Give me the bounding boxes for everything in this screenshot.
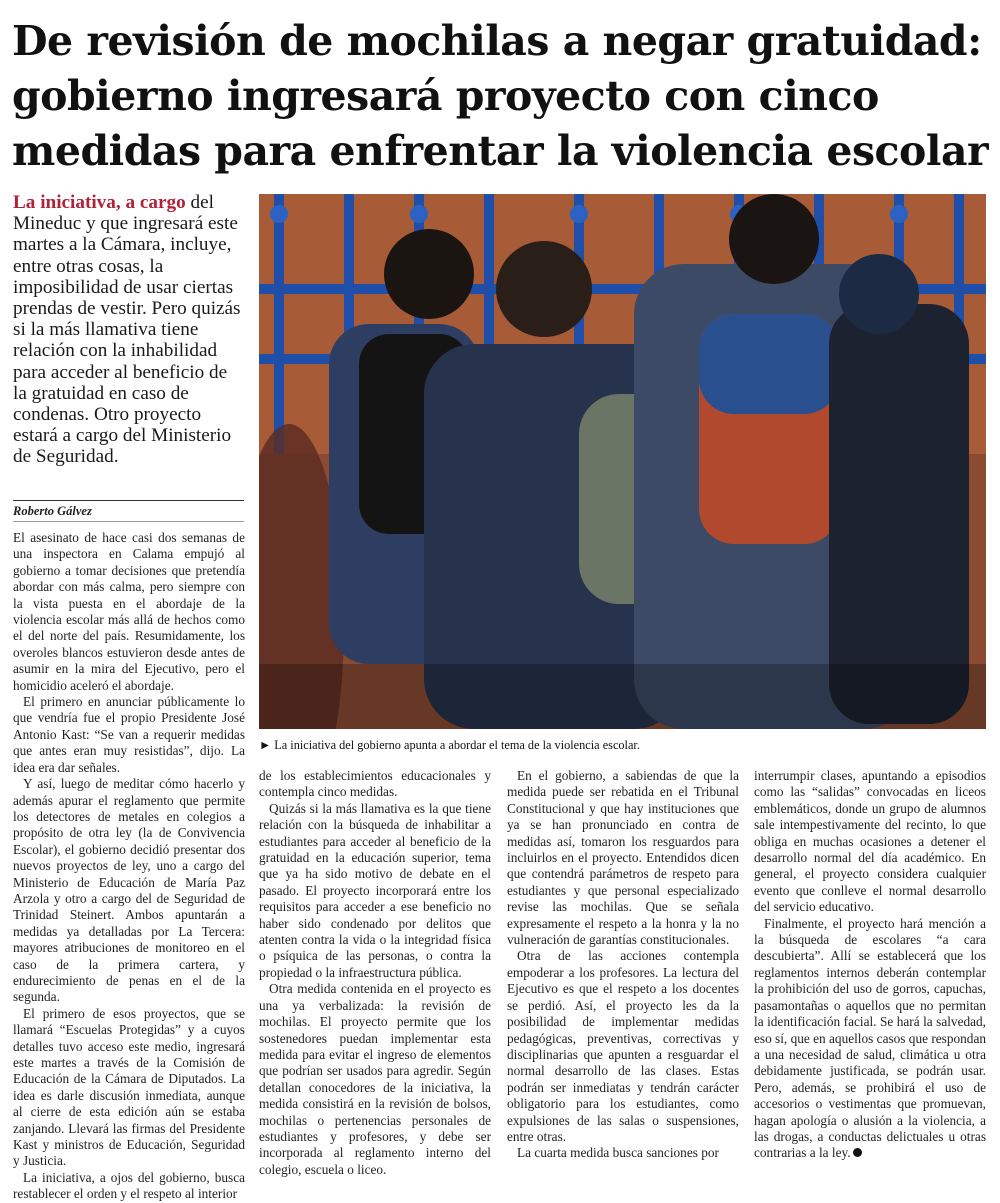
byline-rule-bottom [13, 521, 244, 522]
text-column-4 [754, 768, 986, 1162]
paragraph-final [754, 916, 986, 1162]
text-column-1 [13, 530, 245, 1203]
text-column-2 [259, 768, 491, 1178]
paragraph: interrumpir clases, apuntando a episodios como las “salidas” convocadas en liceos emblemáticos, donde un grupo de alumnos sale intempestivamente del recinto, lo que obliga en muchas ocasiones a detener el desarrollo normal del día académico. En general, el proyecto considera cualquier evento que conlleve el normal desarrollo del servicio educativo. [754, 768, 986, 915]
byline: Roberto Gálvez [13, 504, 92, 518]
byline-rule-top [13, 500, 244, 501]
students-photo-illustration [259, 194, 986, 729]
lede-highlight: La iniciativa, a cargo [13, 192, 186, 213]
paragraph: de los establecimientos educacionales y contempla cinco medidas. [259, 768, 491, 800]
end-of-article-icon [853, 1148, 862, 1157]
headline: De revisión de mochilas a negar gratuidad: gobierno ingresará proyecto con cinco medidas para enfrentar la violencia escolar [12, 17, 989, 175]
paragraph: Otra medida contenida en el proyecto es una ya verbalizada: la revisión de mochilas. El proyecto permite que los sostenedores puedan implementar esta medida para evitar el ingreso de elementos que podrían ser usados para agredir. Según detallan conocedores de la iniciativa, la medida consistirá en la revisión de bolsos, mochilas o pertenencias personales de estudiantes y profesores, y debe ser incorporada al reglamento interno del colegio, escuela o liceo. [259, 981, 491, 1177]
lede-text: del Mineduc y que ingresará este martes a la Cámara, incluye, entre otras cosas, la imposibilidad de usar ciertas prendas de vestir. Pero quizás si la más llamativa tiene relación con la inhabilidad para acceder al beneficio de la gratuidad en caso de condenas. Otro proyecto estará a cargo del Ministerio de Seguridad. [13, 192, 241, 468]
paragraph: Quizás si la más llamativa es la que tiene relación con la búsqueda de inhabilitar a estudiantes para acceder al beneficio de la gratuidad en la educación superior, tema que ya ha sido motivo de debate en el pasado. El proyecto incorporará entre los requisitos para acceder a ese beneficio no haber sido condenado por delitos que atenten contra la vida o la integridad física o psíquica de las personas, o contra la propiedad o la infraestructura pública. [259, 800, 491, 980]
paragraph: La cuarta medida busca sanciones por [517, 1145, 719, 1161]
paragraph: Y así, luego de meditar cómo hacerlo y además apurar el reglamento que permite los detectores de metales en colegios a propósito de otra ley (la de Convivencia Escolar), el gobierno decidió presentar dos nuevos proyectos de ley, uno a cargo del Ministerio de Educación de María Paz Arzola y otro a cargo del de Seguridad de Trinidad Steinert. Ambos apuntarán a medidas ya detalladas por La Tercera: mayores atribuciones de monitoreo en el caso de la primera cartera, y endurecimiento de penas en el de la segunda. [13, 776, 245, 1005]
text-column-3 [507, 768, 739, 1162]
paragraph: En el gobierno, a sabiendas de que la medida puede ser rebatida en el Tribunal Constitucional y que hay instituciones que ya se han pronunciado en contra de medidas así, tomaron los resguardos para incluirlos en el proyecto. Entendidos dicen que contendrá parámetros de respeto para estudiantes y que personal especializado revise las mochilas. Que se señala expresamente el respeto a la honra y la no vulneración de garantías constitucionales. [507, 768, 739, 948]
backpack-top [699, 314, 839, 414]
paragraph: El asesinato de hace casi dos semanas de una inspectora en Calama empujó al gobierno a tomar decisiones que pretendía abordar con más calma, pero siempre con la vista puesta en el abordaje de la violencia escolar más allá de hechos como el del norte del país. Resumidamente, los overoles blancos estuvieron desde antes de asumir en la mira del Ejecutivo, pero el homicidio aceleró el abordaje. [13, 530, 245, 693]
photo-floor [259, 664, 986, 729]
paragraph: La iniciativa, a ojos del gobierno, busca restablecer el orden y el respeto al interior [13, 1169, 245, 1202]
paragraph: Otra de las acciones contempla empoderar a los profesores. La lectura del Ejecutivo es que el respeto a los docentes se perdió. Así, el proyecto les da la posibilidad de implementar medidas pedagógicas, preventivas, correctivas y disciplinarias que apunten a resguardar el normal desarrollo de las clases. Estas podrán ser inmediatas y tendrán carácter obligatorio para los estudiantes, como expulsiones de las salas o suspensiones, entre otras. [507, 948, 739, 1144]
photo-caption: ► La iniciativa del gobierno apunta a abordar el tema de la violencia escolar. [259, 738, 640, 752]
lede [13, 192, 245, 468]
paragraph-final-text: Finalmente, el proyecto hará mención a la búsqueda de escolares “a cara descubierta”. Allí se establecerá que los reglamentos internos deberán contemplar la prohibición del uso de gorros, capuchas, pasamontañas o aquellos que no permitan la identificación facial. Se hará la salvedad, eso sí, que en aquellos casos que respondan a una necesidad de salud, climática u otra debidamente justificada, se podrán usar. Pero, además, se prohibirá el uso de accesorios o vestimentas que promuevan, hagan apología o alusión a la violencia, a las drogas, a conductas delictuales u otras contrarias a la ley. [754, 915, 986, 1161]
article-photo [259, 194, 986, 729]
paragraph: El primero en anunciar públicamente lo que vendría fue el propio Presidente José Antonio Kast: “Se van a requerir medidas que antes eran muy resistidas”, dijo. La idea era dar señales. [13, 694, 245, 775]
paragraph: El primero de esos proyectos, que se llamará “Escuelas Protegidas” y a cuyos detalles tuvo acceso este medio, ingresará este martes a través de la Comisión de Educación de la Cámara de Diputados. La idea es darle discusión inmediata, aunque al cierre de esta edición aún se estaba zanjando. Llevará las firmas del Presidente Kast y ministros de Educación, Seguridad y Justicia. [13, 1005, 245, 1169]
student-far-right [829, 254, 969, 724]
